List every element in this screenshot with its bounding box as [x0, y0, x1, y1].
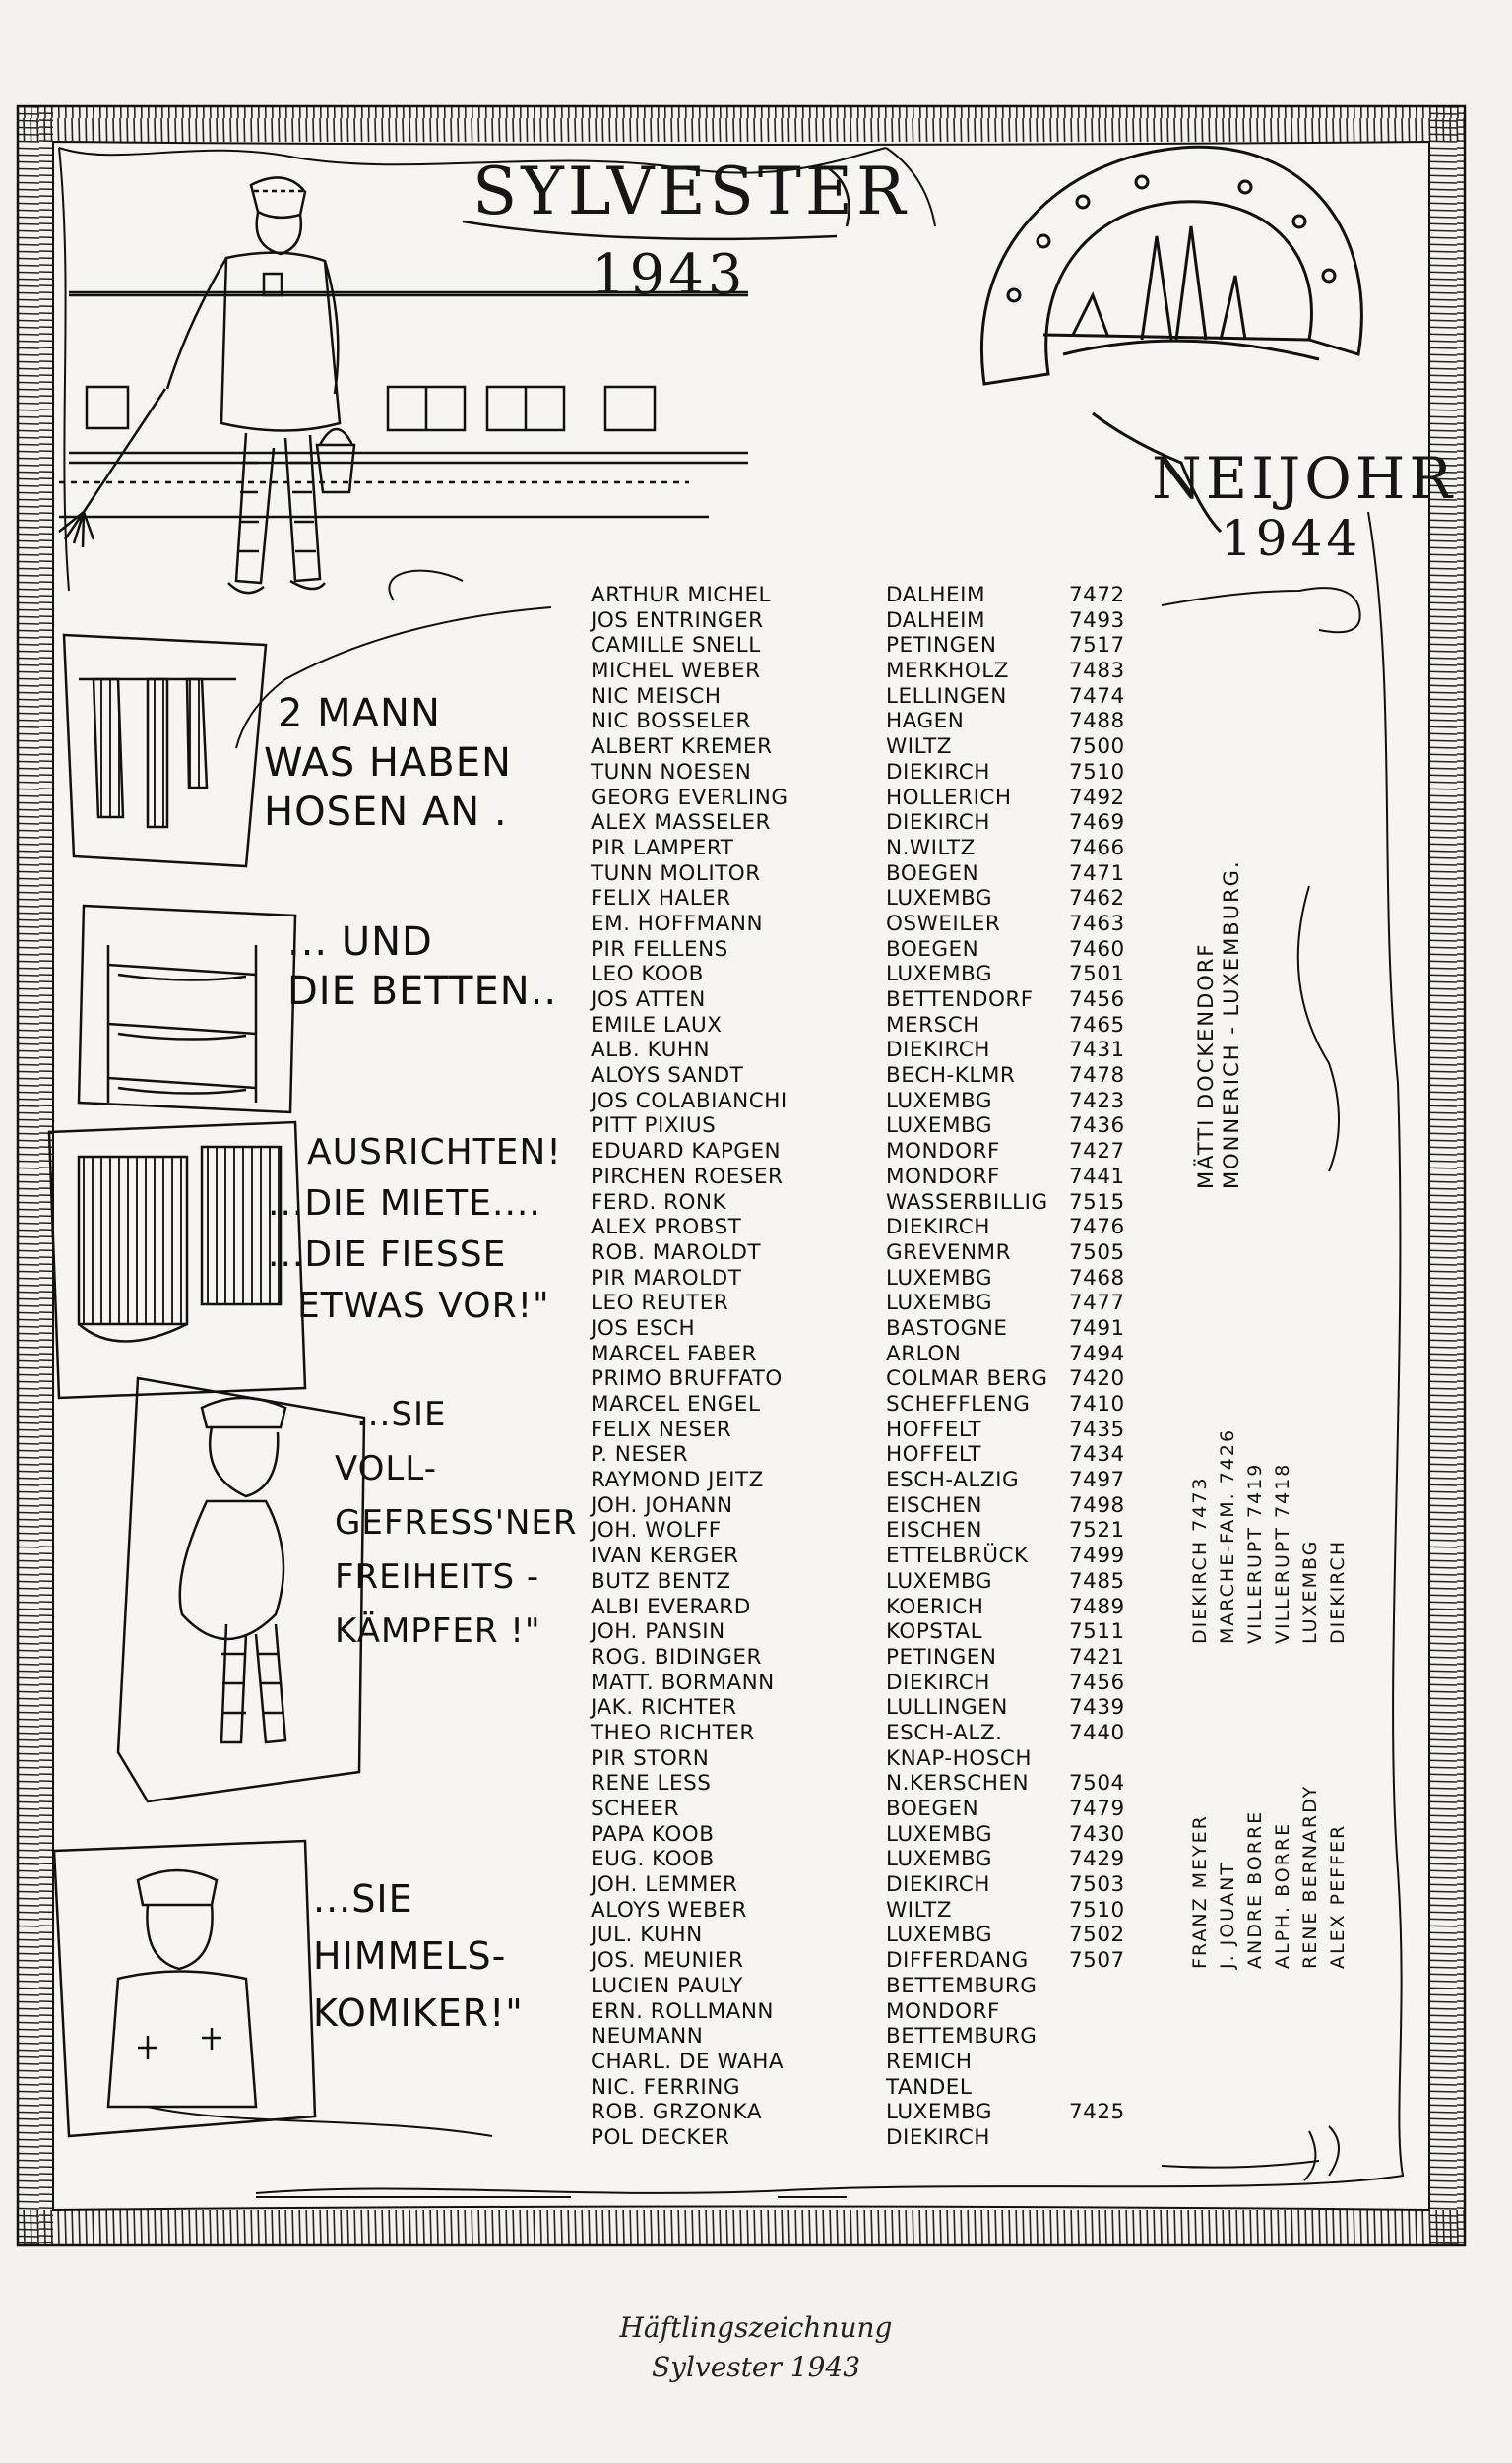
- roster-place: ETTELBRÜCK: [886, 1544, 1029, 1569]
- roster-number: 7410: [1069, 1392, 1125, 1417]
- roster-name: EMILE LAUX: [591, 1012, 723, 1038]
- roster-name: ROB. MAROLDT: [591, 1239, 762, 1265]
- roster-place: LUXEMBG: [886, 1291, 993, 1316]
- roster-name: TUNN NOESEN: [591, 759, 752, 785]
- roster-name: JOH. JOHANN: [591, 1492, 733, 1518]
- roster-name: PRIMO BRUFFATO: [591, 1366, 783, 1392]
- roster-number: 7468: [1069, 1265, 1125, 1291]
- roster-row: [591, 1771, 1201, 1797]
- roster-place: EISCHEN: [886, 1518, 982, 1544]
- roster-number: 7477: [1069, 1291, 1125, 1316]
- roster-name: PIR FELLENS: [591, 936, 728, 962]
- roster-place: ESCH-ALZIG: [886, 1468, 1020, 1493]
- roster-row: [591, 1493, 1201, 1519]
- roster-number: 7462: [1069, 886, 1125, 912]
- roster-name: ROG. BIDINGER: [591, 1644, 762, 1670]
- caption: [0, 2308, 1512, 2387]
- roster-row: [591, 987, 1201, 1013]
- side-note-line: RENE BERNARDY: [1299, 1784, 1321, 1969]
- roster-name: CHARL. DE WAHA: [591, 2049, 785, 2074]
- roster-name: JOH. PANSIN: [591, 1619, 725, 1645]
- roster-row: [591, 709, 1201, 734]
- roster-name: LEO REUTER: [591, 1291, 729, 1316]
- roster-name: FERD. RONK: [591, 1189, 727, 1215]
- roster-row: [591, 1316, 1201, 1342]
- roster-place: COLMAR BERG: [886, 1366, 1048, 1392]
- roster-row: [591, 2024, 1201, 2050]
- roster-number: 7510: [1069, 759, 1125, 785]
- roster-place: KNAP-HOSCH: [886, 1745, 1033, 1771]
- roster-name: BUTZ BENTZ: [591, 1568, 731, 1594]
- roster-name: ALB. KUHN: [591, 1038, 711, 1063]
- roster-number: 7472: [1069, 583, 1125, 607]
- roster-place: N.KERSCHEN: [886, 1771, 1030, 1797]
- roster-place: SCHEFFLENG: [886, 1392, 1031, 1417]
- roster-row: [591, 1013, 1201, 1039]
- roster-place: BETTENDORF: [886, 987, 1034, 1012]
- side-note-line: ALPH. BORRE: [1272, 1821, 1293, 1969]
- roster-number: 7469: [1069, 810, 1125, 836]
- roster-place: TANDEL: [886, 2074, 973, 2100]
- roster-row: [591, 1468, 1201, 1493]
- roster-place: REMICH: [886, 2049, 973, 2074]
- roster-place: HOFFELT: [886, 1442, 982, 1468]
- roster-row: [591, 1569, 1201, 1595]
- roster-row: [591, 1366, 1201, 1392]
- roster-place: BOEGEN: [886, 936, 979, 962]
- roster-name: ARTHUR MICHEL: [591, 583, 772, 607]
- speech-line: KOMIKER!": [313, 1991, 524, 2035]
- roster-row: [591, 810, 1201, 836]
- roster-number: 7439: [1069, 1695, 1125, 1721]
- speech-line: VOLL-: [335, 1449, 437, 1488]
- roster-place: LUXEMBG: [886, 1088, 993, 1113]
- roster-name: FELIX NESER: [591, 1417, 732, 1442]
- speech-glutton: [335, 1388, 578, 1659]
- roster-place: MERKHOLZ: [886, 659, 1009, 684]
- roster-row: [591, 1721, 1201, 1746]
- roster-place: MONDORF: [886, 1164, 1000, 1189]
- roster-row: [591, 760, 1201, 786]
- roster-name: MATT. BORMANN: [591, 1670, 775, 1695]
- side-note-line: ALEX PEFFER: [1327, 1823, 1349, 1969]
- roster-row: [591, 861, 1201, 887]
- roster-name: PIR STORN: [591, 1745, 710, 1771]
- roster-number: 7421: [1069, 1644, 1125, 1670]
- roster-row: [591, 1291, 1201, 1316]
- roster-name: P. NESER: [591, 1442, 689, 1468]
- roster-number: 7515: [1069, 1189, 1125, 1215]
- roster-name: JOS ENTRINGER: [591, 607, 764, 633]
- roster-name: CAMILLE SNELL: [591, 633, 761, 659]
- roster-number: 7427: [1069, 1139, 1125, 1165]
- roster-name: EM. HOFFMANN: [591, 911, 764, 936]
- roster-number: 7476: [1069, 1215, 1125, 1240]
- roster-place: DIEKIRCH: [886, 810, 990, 836]
- roster-name: RENE LESS: [591, 1771, 712, 1797]
- speech-straighten: [268, 1127, 562, 1332]
- roster-place: WILTZ: [886, 1897, 952, 1923]
- roster-name: EUG. KOOB: [591, 1847, 715, 1872]
- roster-number: 7429: [1069, 1847, 1125, 1872]
- side-note-places: [1186, 1349, 1352, 1644]
- roster-number: 7483: [1069, 659, 1125, 684]
- roster-place: KOPSTAL: [886, 1619, 983, 1645]
- roster-name: FELIX HALER: [591, 886, 731, 912]
- roster-name: MARCEL FABER: [591, 1341, 757, 1366]
- roster-place: GREVENMR: [886, 1239, 1012, 1265]
- side-note-line: ANDRE BORRE: [1244, 1809, 1266, 1969]
- speech-line: ... UND: [287, 919, 433, 965]
- roster-number: 7478: [1069, 1063, 1125, 1089]
- roster-number: 7499: [1069, 1544, 1125, 1569]
- speech-line: ...SIE: [356, 1395, 447, 1434]
- roster-place: LUXEMBG: [886, 1265, 993, 1291]
- roster-place: HOFFELT: [886, 1417, 982, 1442]
- roster-name: NIC. FERRING: [591, 2074, 741, 2100]
- roster-row: [591, 1089, 1201, 1114]
- roster-place: MONDORF: [886, 1139, 1000, 1165]
- roster-number: 7489: [1069, 1594, 1125, 1619]
- roster-number: 7488: [1069, 709, 1125, 734]
- roster-place: HAGEN: [886, 709, 965, 734]
- roster-place: LUXEMBG: [886, 962, 993, 987]
- roster-number: 7434: [1069, 1442, 1125, 1468]
- roster-row: [591, 1619, 1201, 1645]
- roster-place: OSWEILER: [886, 911, 1001, 936]
- side-note-line: MONNERICH - LUXEMBURG.: [1220, 859, 1243, 1189]
- roster-number: 7440: [1069, 1720, 1125, 1745]
- side-note-line: DIEKIRCH: [1327, 1539, 1349, 1644]
- roster-row: [591, 2075, 1201, 2101]
- roster-name: ROB. GRZONKA: [591, 2100, 763, 2125]
- roster-name: RAYMOND JEITZ: [591, 1468, 764, 1493]
- speech-line: KÄMPFER !": [335, 1611, 541, 1651]
- roster-name: PITT PIXIUS: [591, 1113, 717, 1139]
- roster-name: ALBERT KREMER: [591, 734, 773, 760]
- side-note-line: LUXEMBG: [1299, 1539, 1321, 1644]
- roster-place: N.WILTZ: [886, 835, 976, 860]
- roster-name: SCHEER: [591, 1797, 679, 1821]
- side-note-names: [1186, 1683, 1352, 1969]
- roster-number: 7517: [1069, 633, 1125, 659]
- side-note-line: MÄTTI DOCKENDORF: [1194, 942, 1218, 1189]
- roster-name: ERN. ROLLMANN: [591, 1998, 775, 2024]
- roster-place: WILTZ: [886, 734, 952, 760]
- roster-number: 7441: [1069, 1164, 1125, 1189]
- roster-number: 7494: [1069, 1341, 1125, 1366]
- roster-place: LUXEMBG: [886, 2100, 993, 2125]
- roster-place: ARLON: [886, 1341, 962, 1366]
- roster-row: [591, 912, 1201, 937]
- roster-place: ESCH-ALZ.: [886, 1720, 1003, 1745]
- roster-number: 7505: [1069, 1239, 1125, 1265]
- roster-row: [591, 1695, 1201, 1721]
- speech-line: HIMMELS-: [313, 1934, 507, 1978]
- speech-beds: [287, 917, 557, 1016]
- roster-name: ALBI EVERARD: [591, 1594, 751, 1619]
- roster-place: KOERICH: [886, 1594, 984, 1619]
- roster-name: TUNN MOLITOR: [591, 860, 761, 886]
- roster-row: [591, 1063, 1201, 1089]
- caption-line-2: Sylvester 1943: [651, 2351, 861, 2383]
- roster-number: 7425: [1069, 2100, 1125, 2125]
- roster-place: DIEKIRCH: [886, 1038, 990, 1063]
- speech-line: HOSEN AN .: [264, 789, 508, 835]
- roster-row: [591, 1215, 1201, 1240]
- speech-line: ...SIE: [313, 1877, 413, 1921]
- roster-place: BASTOGNE: [886, 1315, 1008, 1341]
- roster-row: [591, 1418, 1201, 1443]
- title-neijohr: NEIJOHR: [1152, 445, 1457, 512]
- roster-row: [591, 1595, 1201, 1620]
- roster-number: 7436: [1069, 1113, 1125, 1139]
- roster-place: DIFFERDANG: [886, 1948, 1029, 1974]
- speech-line: ETWAS VOR!": [297, 1286, 550, 1326]
- roster-name: JOS COLABIANCHI: [591, 1088, 788, 1113]
- roster-place: LUXEMBG: [886, 1847, 993, 1872]
- roster-name: ALEX MASSELER: [591, 810, 771, 836]
- roster-name: JOS. MEUNIER: [591, 1948, 744, 1974]
- roster-row: [591, 1190, 1201, 1216]
- roster-place: DALHEIM: [886, 607, 986, 633]
- roster-number: 7521: [1069, 1518, 1125, 1544]
- roster-name: JUL. KUHN: [591, 1923, 703, 1948]
- roster-number: 7491: [1069, 1315, 1125, 1341]
- side-note-line: VILLERUPT 7418: [1272, 1462, 1293, 1644]
- roster-name: ALEX PROBST: [591, 1215, 742, 1240]
- roster-number: 7431: [1069, 1038, 1125, 1063]
- roster-name: JOH. WOLFF: [591, 1518, 722, 1544]
- roster-row: [591, 1442, 1201, 1468]
- speech-line: DIE BETTEN..: [287, 969, 558, 1014]
- roster-row: [591, 836, 1201, 861]
- roster-row: [591, 1113, 1201, 1139]
- roster-number: 7497: [1069, 1468, 1125, 1493]
- roster-number: 7507: [1069, 1948, 1125, 1974]
- roster-row: [591, 1948, 1201, 1974]
- roster-number: 7463: [1069, 911, 1125, 936]
- roster-place: PETINGEN: [886, 1644, 997, 1670]
- roster-name: PIR LAMPERT: [591, 835, 734, 860]
- title-year-1943: 1943: [591, 243, 747, 307]
- roster-number: 7479: [1069, 1797, 1125, 1821]
- roster-name: NIC MEISCH: [591, 683, 722, 709]
- roster-place: MONDORF: [886, 1998, 1000, 2024]
- roster-name: NIC BOSSELER: [591, 709, 751, 734]
- title-sylvester: SYLVESTER: [472, 154, 910, 229]
- roster-name: PAPA KOOB: [591, 1821, 715, 1847]
- roster-place: BOEGEN: [886, 860, 979, 886]
- speech-comedian: [313, 1870, 524, 2042]
- side-note-line: MARCHE-FAM. 7426: [1217, 1427, 1238, 1644]
- roster-number: 7466: [1069, 835, 1125, 860]
- roster-number: 7501: [1069, 962, 1125, 987]
- roster-place: MERSCH: [886, 1012, 979, 1038]
- roster-name: GEORG EVERLING: [591, 785, 788, 810]
- roster-number: 7456: [1069, 1670, 1125, 1695]
- roster-place: DIEKIRCH: [886, 1215, 990, 1240]
- roster-name: MARCEL ENGEL: [591, 1392, 761, 1417]
- roster-row: [591, 608, 1201, 634]
- roster-place: LUXEMBG: [886, 886, 993, 912]
- roster-place: BETTEMBURG: [886, 2024, 1038, 2050]
- roster-row: [591, 1645, 1201, 1671]
- speech-line: WAS HABEN: [264, 740, 512, 786]
- roster-place: LUXEMBG: [886, 1568, 993, 1594]
- roster-row: [591, 1923, 1201, 1948]
- roster-place: DIEKIRCH: [886, 759, 990, 785]
- roster-number: 7502: [1069, 1923, 1125, 1948]
- roster-name: IVAN KERGER: [591, 1544, 739, 1569]
- roster-row: [591, 937, 1201, 963]
- roster-number: 7471: [1069, 860, 1125, 886]
- roster-place: BETTEMBURG: [886, 1973, 1038, 1998]
- roster-row: [591, 1898, 1201, 1924]
- side-note-dockendorf: [1193, 859, 1244, 1189]
- speech-line: ...DIE MIETE....: [268, 1183, 541, 1224]
- roster-number: 7492: [1069, 785, 1125, 810]
- side-note-line: J. JOUANT: [1217, 1862, 1238, 1969]
- roster-number: 7465: [1069, 1012, 1125, 1038]
- roster-row: [591, 659, 1201, 684]
- speech-line: ...DIE FIESSE: [268, 1234, 507, 1275]
- roster-place: WASSERBILLIG: [886, 1189, 1048, 1215]
- speech-line: 2 MANN: [278, 691, 441, 736]
- roster-row: [591, 786, 1201, 811]
- roster-number: 7423: [1069, 1088, 1125, 1113]
- roster-row: [591, 1822, 1201, 1848]
- caption-line-1: Häftlingszeichnung: [619, 2311, 893, 2344]
- roster-row: [591, 962, 1201, 987]
- roster-name: LUCIEN PAULY: [591, 1973, 743, 1998]
- roster-row: [591, 1165, 1201, 1190]
- roster-place: DIEKIRCH: [886, 1872, 990, 1898]
- roster-row: [591, 1240, 1201, 1266]
- roster-number: 7498: [1069, 1492, 1125, 1518]
- roster-place: LUXEMBG: [886, 1923, 993, 1948]
- roster-row: [591, 1392, 1201, 1418]
- roster-number: 7493: [1069, 607, 1125, 633]
- roster-row: [591, 1038, 1201, 1063]
- roster-place: DALHEIM: [886, 583, 986, 607]
- roster-place: EISCHEN: [886, 1492, 982, 1518]
- roster-row: [591, 1139, 1201, 1165]
- roster-row: [591, 1872, 1201, 1898]
- roster-place: LUXEMBG: [886, 1113, 993, 1139]
- roster-name: POL DECKER: [591, 2124, 730, 2150]
- roster-row: [591, 1266, 1201, 1292]
- roster-place: LELLINGEN: [886, 683, 1007, 709]
- roster-number: 7503: [1069, 1872, 1125, 1898]
- roster-number: 7474: [1069, 683, 1125, 709]
- roster-number: 7511: [1069, 1619, 1125, 1645]
- roster-place: BOEGEN: [886, 1797, 979, 1821]
- roster-name: JOS ESCH: [591, 1315, 696, 1341]
- roster-name: MICHEL WEBER: [591, 659, 761, 684]
- roster-name: PIRCHEN ROESER: [591, 1164, 784, 1189]
- roster-place: BECH-KLMR: [886, 1063, 1016, 1089]
- roster-name: THEO RICHTER: [591, 1720, 755, 1745]
- side-note-line: VILLERUPT 7419: [1244, 1462, 1266, 1644]
- roster-number: 7456: [1069, 987, 1125, 1012]
- side-note-line: FRANZ MEYER: [1189, 1814, 1211, 1969]
- roster-place: LUXEMBG: [886, 1821, 993, 1847]
- roster-name: NEUMANN: [591, 2024, 704, 2050]
- roster-name: JOH. LEMMER: [591, 1872, 738, 1898]
- roster-name: EDUARD KAPGEN: [591, 1139, 782, 1165]
- roster-row: [591, 1974, 1201, 1999]
- speech-trousers: [264, 689, 512, 837]
- title-year-1944: 1944: [1221, 510, 1362, 567]
- roster-number: 7460: [1069, 936, 1125, 962]
- roster-place: LULLINGEN: [886, 1695, 1008, 1721]
- roster-row: [591, 684, 1201, 710]
- roster-row: [591, 583, 1201, 608]
- roster-number: 7435: [1069, 1417, 1125, 1442]
- roster-row: [591, 2050, 1201, 2075]
- roster-place: PETINGEN: [886, 633, 997, 659]
- roster-row: [591, 1342, 1201, 1367]
- roster-number: 7500: [1069, 734, 1125, 760]
- roster-number: 7430: [1069, 1821, 1125, 1847]
- roster-name: ALOYS WEBER: [591, 1897, 747, 1923]
- speech-line: GEFRESS'NER: [335, 1503, 578, 1543]
- roster-row: [591, 1544, 1201, 1569]
- roster-place: HOLLERICH: [886, 785, 1012, 810]
- roster-name: PIR MAROLDT: [591, 1265, 742, 1291]
- roster-row: [591, 2125, 1201, 2151]
- roster-name: JOS ATTEN: [591, 987, 706, 1012]
- roster-number: 7485: [1069, 1568, 1125, 1594]
- roster-number: 7504: [1069, 1771, 1125, 1797]
- roster-row: [591, 633, 1201, 659]
- roster-row: [591, 2100, 1201, 2125]
- roster-number: 7510: [1069, 1897, 1125, 1923]
- speech-line: FREIHEITS -: [335, 1557, 540, 1597]
- roster-row: [591, 1797, 1201, 1822]
- roster-name: LEO KOOB: [591, 962, 704, 987]
- prisoner-roster: [591, 583, 1201, 2151]
- roster-place: DIEKIRCH: [886, 2124, 990, 2150]
- roster-row: [591, 1671, 1201, 1696]
- roster-row: [591, 1746, 1201, 1772]
- roster-row: [591, 1518, 1201, 1544]
- roster-row: [591, 1847, 1201, 1872]
- roster-name: ALOYS SANDT: [591, 1063, 744, 1089]
- roster-row: [591, 734, 1201, 760]
- roster-row: [591, 886, 1201, 912]
- side-note-line: DIEKIRCH 7473: [1189, 1476, 1211, 1644]
- roster-name: JAK. RICHTER: [591, 1695, 737, 1721]
- roster-place: DIEKIRCH: [886, 1670, 990, 1695]
- speech-line: AUSRICHTEN!: [307, 1132, 562, 1172]
- roster-row: [591, 1999, 1201, 2025]
- roster-number: 7420: [1069, 1366, 1125, 1392]
